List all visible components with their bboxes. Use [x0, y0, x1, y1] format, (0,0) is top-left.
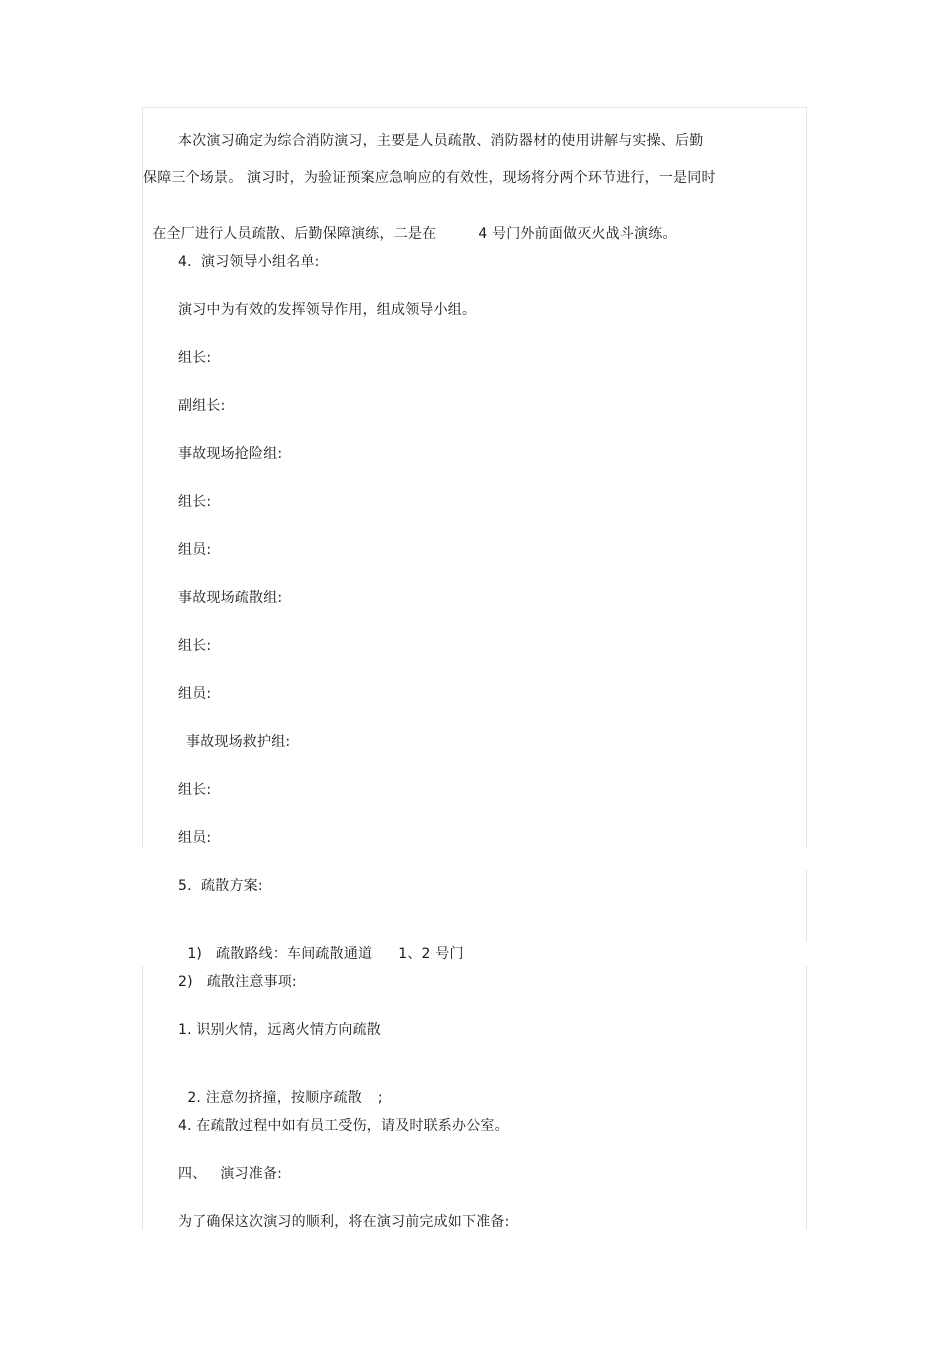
evacuation-note-2-semicolon: ; — [377, 1090, 383, 1106]
evacuation-heading: 5. 疏散方案: — [178, 878, 263, 894]
evacuation-note-2-text: 2. 注意勿挤撞，按顺序疏散 — [187, 1090, 362, 1106]
evacuation-note-2 — [178, 1068, 383, 1108]
preparation-desc: 为了确保这次演习的顺利，将在演习前完成如下准备: — [178, 1214, 510, 1230]
frame-right-3 — [806, 966, 807, 1230]
intro-line-1: 本次演习确定为综合消防演习，主要是人员疏散、消防器材的使用讲解与实操、后勤 — [178, 133, 704, 149]
evac-group-label: 事故现场疏散组: — [178, 590, 283, 606]
frame-right-2 — [806, 870, 807, 942]
deputy-label: 副组长: — [178, 398, 226, 414]
rescue-member-label: 组员: — [178, 542, 212, 558]
intro-line-3 — [143, 204, 677, 244]
intro-line-3-part-a: 在全厂进行人员疏散、后勤保障演练，二是在 — [152, 226, 437, 242]
evacuation-note-1: 1. 识别火情，远离火情方向疏散 — [178, 1022, 382, 1038]
evac-leader-label: 组长: — [178, 638, 212, 654]
frame-top — [142, 107, 807, 108]
aid-leader-label: 组长: — [178, 782, 212, 798]
rescue-leader-label: 组长: — [178, 494, 212, 510]
leader-label: 组长: — [178, 350, 212, 366]
frame-left-3 — [142, 966, 143, 1230]
preparation-heading: 四、 演习准备: — [178, 1166, 283, 1182]
intro-line-3-part-b: 4 号门外前面做灭火战斗演练。 — [478, 226, 677, 242]
evacuation-notes-heading: 2) 疏散注意事项: — [178, 974, 297, 990]
leadership-heading: 4. 演习领导小组名单: — [178, 254, 320, 270]
evacuation-route — [178, 924, 464, 964]
evacuation-note-4: 4. 在疏散过程中如有员工受伤，请及时联系办公室。 — [178, 1118, 509, 1134]
rescue-group-label: 事故现场抢险组: — [178, 446, 283, 462]
evac-member-label: 组员: — [178, 686, 212, 702]
intro-line-2: 保障三个场景。 演习时，为验证预案应急响应的有效性，现场将分两个环节进行，一是同时 — [143, 170, 716, 186]
frame-right-1 — [806, 107, 807, 847]
evacuation-route-part-b: 1、2 号门 — [398, 946, 464, 962]
aid-member-label: 组员: — [178, 830, 212, 846]
aid-group-label: 事故现场救护组: — [186, 734, 291, 750]
evacuation-route-part-a: 1) 疏散路线：车间疏散通道 — [187, 946, 373, 962]
leadership-desc: 演习中为有效的发挥领导作用，组成领导小组。 — [178, 302, 477, 318]
